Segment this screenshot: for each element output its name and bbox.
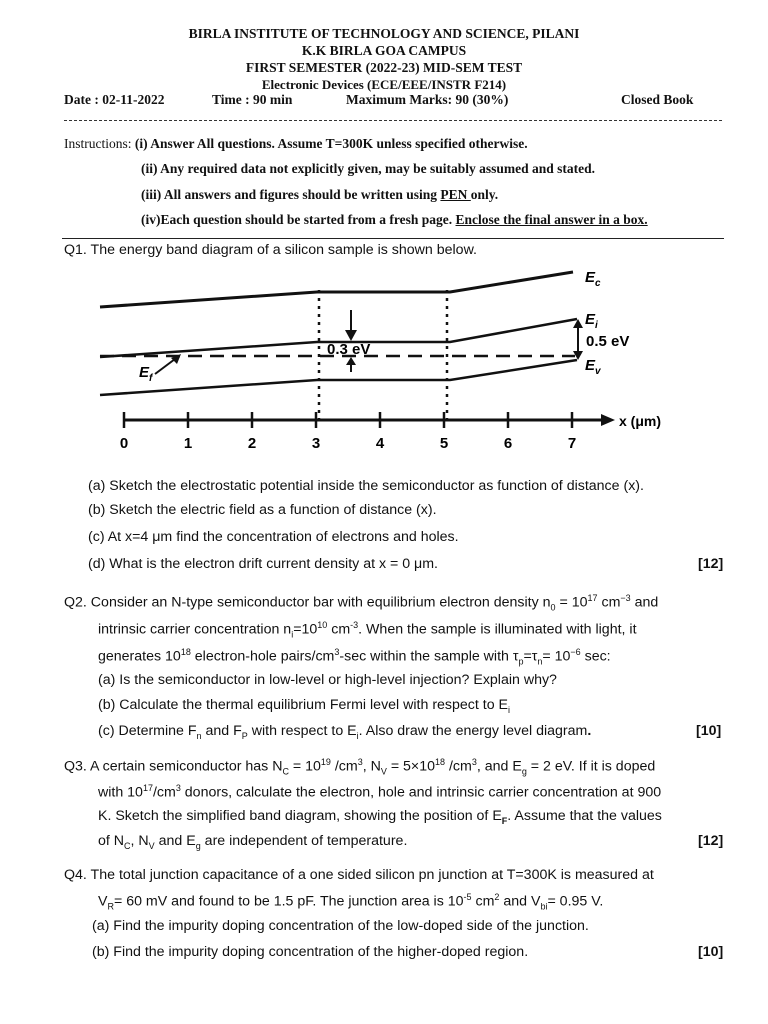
instruction-4: (iv)Each question should be started from a fresh page. Enclose the final answer in a box. bbox=[141, 212, 648, 227]
ef-label: $E_f$ bbox=[139, 364, 153, 384]
tick-label: 6 bbox=[503, 435, 513, 452]
q2-marks: [10] bbox=[696, 723, 722, 739]
arrow-up-icon bbox=[346, 357, 356, 365]
tick-label: 4 bbox=[375, 435, 385, 452]
q1-stem: Q1. The energy band diagram of a silicon sample is shown below. bbox=[64, 242, 477, 258]
q3-line-4: of $N_C$, $N_V$ and $E_g$ are independent of temperature. bbox=[98, 833, 408, 851]
ei-label: $E_i$ bbox=[585, 311, 598, 331]
campus-name: K.K BIRLA GOA CAMPUS bbox=[301, 43, 467, 58]
exam-book-policy: Closed Book bbox=[621, 92, 694, 107]
q2-line-2: intrinsic carrier concentration $n_i=10^{10}$ $cm^{-3}$. When the sample is illuminated with light, it bbox=[98, 620, 637, 640]
tick-label: 7 bbox=[567, 435, 577, 452]
q2-part-b: (b) Calculate the thermal equilibrium Fermi level with respect to $E_i$ bbox=[98, 697, 511, 715]
q2-line-3: generates $10^{18}$ electron-hole pairs/$cm^3-\sec$ within the sample with $\tau_p=\tau_n= 10^{-6}$ sec: bbox=[98, 647, 611, 667]
header-divider bbox=[64, 120, 722, 121]
tick-label: 0 bbox=[119, 435, 129, 452]
q3-marks: [12] bbox=[698, 833, 724, 849]
ec-label: $E_c$ bbox=[585, 269, 601, 289]
instruction-1: Instructions: (i) Answer All questions. Assume T=300K unless specified otherwise. bbox=[64, 136, 528, 151]
tick-label: 1 bbox=[183, 435, 193, 452]
exam-max-marks: Maximum Marks: 90 (30%) bbox=[346, 92, 509, 107]
q3-line-3: K. Sketch the simplified band diagram, showing the position of $E_F$. Assume that the values bbox=[98, 808, 662, 826]
q3-line-2: with $10^{17}/cm^3$ donors, calculate the electron, hole and intrinsic carrier concentration at 900 bbox=[98, 783, 662, 801]
exam-time: Time : 90 min bbox=[212, 92, 293, 107]
course-title: Electronic Devices (ECE/EEE/INSTR F214) bbox=[261, 77, 507, 92]
axis-arrow-icon bbox=[601, 414, 615, 426]
arrow-down-icon bbox=[345, 330, 357, 341]
q1-part-d: (d) What is the electron drift current density at x = 0 μm. bbox=[88, 556, 438, 572]
q4-line-2: $V_R= 60$ mV and found to be 1.5 pF. The junction area is $10^{-5}$ $cm^2$ and $V_{bi}= 0.95$ V. bbox=[98, 892, 604, 912]
q1-part-c: (c) At x=4 μm find the concentration of electrons and holes. bbox=[88, 529, 459, 545]
q2-line-1: Q2. Consider an N-type semiconductor bar with equilibrium electron density $n_0 = 10^{17}$ $cm^{-3}$ and bbox=[64, 593, 659, 613]
q1-part-b: (b) Sketch the electric field as a function of distance (x). bbox=[88, 502, 437, 518]
energy-band-diagram bbox=[95, 262, 695, 457]
valence-band-edge bbox=[100, 360, 577, 395]
exam-meta-row bbox=[64, 92, 706, 110]
q2-part-c: (c) Determine $F_n$ and $F_P$ with respect to $E_i$. Also draw the energy level diagram. bbox=[98, 723, 592, 741]
exam-date: Date : 02-11-2022 bbox=[64, 92, 165, 107]
tick-label: 3 bbox=[311, 435, 321, 452]
q4-marks: [10] bbox=[698, 944, 724, 960]
tick-label: 5 bbox=[439, 435, 449, 452]
tick-label: 2 bbox=[247, 435, 257, 452]
q4-line-1: Q4. The total junction capacitance of a one sided silicon pn junction at T=300K is measured at bbox=[64, 867, 654, 883]
q4-part-b: (b) Find the impurity doping concentration of the higher-doped region. bbox=[92, 944, 529, 960]
x-axis-label: x (μm) bbox=[619, 413, 662, 429]
instruction-3: (iii) All answers and figures should be written using PEN only. bbox=[141, 187, 499, 202]
q2-part-a: (a) Is the semiconductor in low-level or high-level injection? Explain why? bbox=[98, 672, 557, 688]
q1-part-a: (a) Sketch the electrostatic potential inside the semiconductor as function of distance (x). bbox=[88, 478, 644, 494]
gap-0.3ev-label: 0.3 eV bbox=[327, 341, 371, 358]
instructions-divider bbox=[62, 238, 724, 239]
ev-label: $E_v$ bbox=[585, 357, 601, 377]
semester-title: FIRST SEMESTER (2022-23) MID-SEM TEST bbox=[245, 60, 523, 75]
q3-line-1: Q3. A certain semiconductor has $N_C = 10^{19}$ $/cm^3$, $N_V = 5\times 10^{18}$ $/cm^3$, and $E_g = 2$ eV. If it is doped bbox=[64, 757, 656, 777]
conduction-band-edge bbox=[100, 272, 573, 307]
q1-marks: [12] bbox=[698, 556, 724, 572]
q4-part-a: (a) Find the impurity doping concentration of the low-doped side of the junction. bbox=[92, 918, 589, 934]
gap-0.5ev-label: 0.5 eV bbox=[586, 333, 630, 350]
institute-name: BIRLA INSTITUTE OF TECHNOLOGY AND SCIENCE, PILANI bbox=[188, 26, 580, 41]
instruction-2: (ii) Any required data not explicitly given, may be suitably assumed and stated. bbox=[141, 161, 596, 176]
